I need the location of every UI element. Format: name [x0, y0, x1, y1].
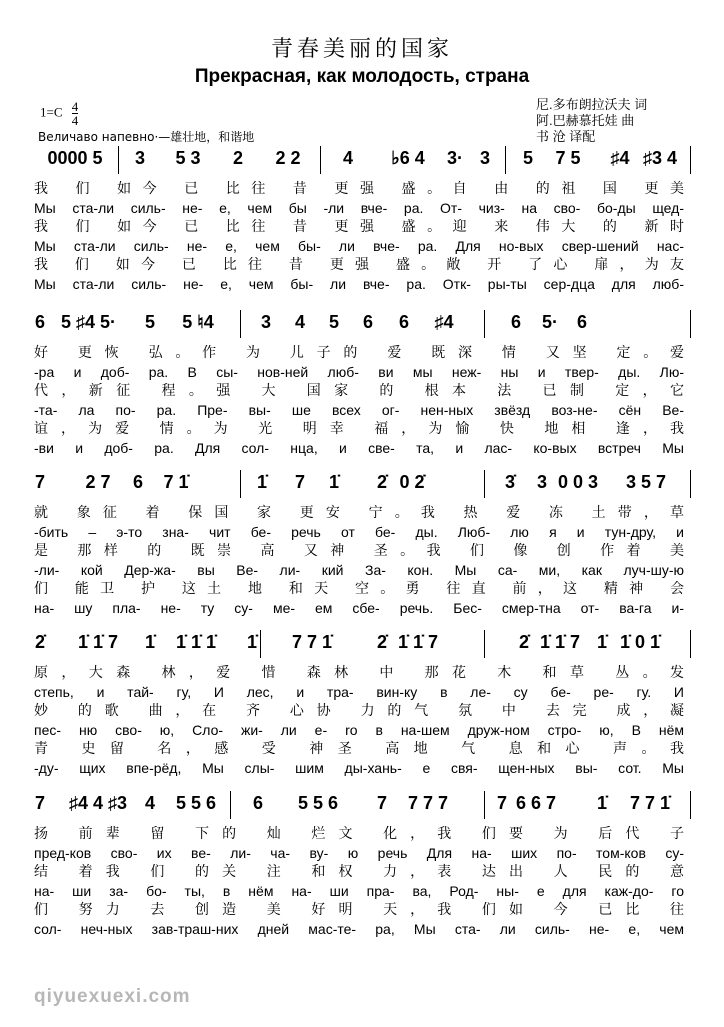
note-group: 4 — [294, 312, 306, 332]
bar-line — [484, 630, 485, 658]
time-signature-top: 4 — [71, 99, 79, 114]
note-group: 6 — [398, 312, 410, 332]
time-signature — [72, 100, 79, 127]
note-group: 1̇ — [596, 793, 608, 813]
lyric-line-russian: Мы ста-ли силь- не- е, чем бы -ли вче- ра. От- чиз- на сво- бо-ды щед- — [34, 200, 684, 216]
note-group: 6 — [510, 312, 522, 332]
note-group: 2̇ — [34, 632, 46, 652]
lyric-line-russian: на- шу пла- не- ту су- ме- ем сбе- речь. Бес- смер-тна от- ва-га и- — [34, 600, 684, 616]
song-title-chinese: 青春美丽的国家 — [270, 37, 453, 62]
notes-line — [0, 312, 724, 340]
lyric-line-russian: -та- ла по- ра. Пре- вы- ше всех ог- нен-ных звёзд воз-не- сён Ве- — [34, 402, 684, 418]
note-group: 7 — [34, 793, 46, 813]
note-group: 6 — [362, 312, 374, 332]
lyric-line-russian: Мы ста-ли силь- не- е, чем бы- ли вче- ра. Отк- ры-ты сер-дца для люб- — [34, 276, 684, 292]
note-group: 7 7 1̇ — [629, 793, 671, 813]
note-group: 0 2̇ — [399, 472, 425, 492]
lyric-line-chinese: 就 象征 着 保国 家 更安 宁。我 热 爱 冻 土带，草 — [34, 505, 684, 521]
lyric-line-chinese: 我 们 如今 已 比往 昔 更强 盛。自 由 的祖 国 更美 — [34, 181, 684, 197]
lyric-line-chinese: 们 能卫 护 这土 地 和天 空。勇 往直 前，这 精神 会 — [34, 581, 684, 597]
lyric-line-chinese: 原，大森 林，爱 惜 森林 中 那花 木 和草 丛。发 — [34, 665, 684, 681]
bar-line — [240, 470, 241, 498]
note-group: 1̇ 1̇ 7 — [397, 632, 439, 652]
bar-line — [118, 146, 119, 174]
note-group: 2 — [232, 148, 244, 168]
lyric-line-chinese: 结 着我 们 的关 注 和权 力，表 达出 人 民的 意 — [34, 864, 684, 880]
note-group: 6 — [252, 793, 264, 813]
bar-line — [505, 146, 506, 174]
note-group: 6 6 7 — [515, 793, 557, 813]
lyric-line-russian: на- ши за- бо- ты, в нём на- ши пра- ва, Род- ны- е для каж-до- го — [34, 883, 684, 899]
bar-line — [690, 470, 691, 498]
lyric-line-russian: степь, и тай- гу, И лес, и тра- вин-ку в ле- су бе- ре- гу. И — [34, 684, 684, 700]
note-group: 1̇ — [144, 632, 156, 652]
note-group: 5 — [144, 312, 156, 332]
lyric-line-chinese: 是 那样 的 既崇 高 又神 圣。我 们 像 创 作着 美 — [34, 543, 684, 559]
note-group: 2 7 — [85, 472, 111, 492]
note-group: 5 3 — [175, 148, 201, 168]
bar-line — [484, 791, 485, 819]
lyric-line-chinese: 代，新征 程。强 大 国家 的 根本 法 已制 定，它 — [34, 383, 684, 399]
key-signature — [40, 100, 78, 127]
bar-line — [484, 470, 485, 498]
note-group: 6 — [576, 312, 588, 332]
notes-line — [0, 148, 724, 176]
bar-line — [484, 310, 485, 338]
time-signature-bottom: 4 — [71, 113, 79, 128]
note-group: 2̇ — [518, 632, 530, 652]
site-watermark: qiyuexuexi.com — [34, 986, 191, 1007]
note-group: 5 — [328, 312, 340, 332]
tempo-marking: Величаво напевно·—雄壮地，和谐地 — [38, 130, 255, 144]
lyric-line-chinese: 好 更恢 弘。作 为 儿子的 爱 既深 情 又坚 定。爱 — [34, 345, 684, 361]
lyric-line-chinese: 妙 的歌 曲，在 齐 心协 力的气 氛 中 去完 成，凝 — [34, 703, 684, 719]
note-group: ♯4 — [434, 312, 454, 332]
bar-line — [260, 630, 261, 658]
bar-line — [240, 310, 241, 338]
note-group: 5 — [522, 148, 534, 168]
lyric-line-chinese: 们 努力 去 创造 美 好明 天，我 们如 今 已比 往 — [34, 902, 684, 918]
translator-credit: 书 沧 译配 — [536, 129, 596, 144]
note-group: 0 0 3 — [557, 472, 599, 492]
note-group: 5· — [541, 312, 559, 332]
lyric-line-chinese: 谊，为爱 情。为 光 明幸 福，为愉 快 地相 逢，我 — [34, 421, 684, 437]
lyric-line-russian: -ду- щих впе-рёд, Мы слы- шим ды-хань- е свя- щен-ных вы- сот. Мы — [34, 760, 684, 776]
note-group: 5 ♮4 — [182, 312, 214, 332]
note-group: 3· — [446, 148, 464, 168]
key-label: 1=C — [40, 104, 63, 120]
note-group: 0000 5 — [47, 148, 103, 168]
lyric-line-russian: -ли- кой Дер-жа- вы Ве- ли- кий За- кон. Мы са- ми, как луч-шу-ю — [34, 562, 684, 578]
note-group: 7 7 1̇ — [291, 632, 333, 652]
composer-credit: 阿.巴赫慕托娃 曲 — [536, 113, 635, 128]
note-group: ♯4 4 ♯3 — [68, 793, 128, 813]
note-group: 5· — [99, 312, 117, 332]
note-group: ♯4 — [610, 148, 630, 168]
lyric-line-russian: -ра и доб- ра. В сы- нов-ней люб- ви мы неж- ны и твер- ды. Лю- — [34, 364, 684, 380]
note-group: 1̇ 1̇ 7 — [539, 632, 581, 652]
bar-line — [690, 630, 691, 658]
lyric-line-chinese: 我 们 如今 已 比往 昔 更强 盛。迎 来 伟大 的 新时 — [34, 219, 684, 235]
note-group: 5 5 6 — [297, 793, 339, 813]
note-group: 3 — [260, 312, 272, 332]
song-title-russian: Прекрасная, как молодость, страна — [194, 66, 530, 87]
lyric-line-russian: пред-ков сво- их ве- ли- ча- ву- ю речь Для на- ших по- том-ков су- — [34, 845, 684, 861]
lyric-line-chinese: 青 史留 名，感 受 神圣 高地 气 息和心 声。我 — [34, 741, 684, 757]
lyric-line-russian: -ви и доб- ра. Для сол- нца, и све- та, и лас- ко-вых встреч Мы — [34, 440, 684, 456]
lyric-line-russian: -бить – э-то зна- чит бе- речь от бе- ды. Люб- лю я и тун-дру, и — [34, 524, 684, 540]
note-group: 7 — [34, 472, 46, 492]
note-group: 2̇ — [376, 632, 388, 652]
note-group: 1̇ — [256, 472, 268, 492]
note-group: 3̇ — [504, 472, 516, 492]
note-group: 7 — [496, 793, 508, 813]
note-group: 2 2 — [275, 148, 301, 168]
bar-line — [690, 791, 691, 819]
note-group: ♭6 4 — [391, 148, 425, 168]
note-group: 3 — [479, 148, 491, 168]
note-group: 3 5 7 — [625, 472, 667, 492]
bar-line — [320, 146, 321, 174]
note-group: 7 — [294, 472, 306, 492]
note-group: 3 — [536, 472, 548, 492]
notes-line — [0, 632, 724, 660]
note-group: 1̇ 1̇ 7 — [77, 632, 119, 652]
bar-line — [690, 310, 691, 338]
lyric-line-russian: Мы ста-ли силь- не- е, чем бы- ли вче- ра. Для но-вых свер-шений нас- — [34, 238, 684, 254]
note-group: ♯3 4 — [642, 148, 678, 168]
note-group: 1̇ 0 1̇ — [619, 632, 661, 652]
lyric-line-russian: пес- ню сво- ю, Сло- жи- ли е- ro в на-шем друж-ном стро- ю, В нём — [34, 722, 684, 738]
note-group: 1̇ 1̇ 1̇ — [175, 632, 217, 652]
lyric-line-chinese: 我 们 如今 已 比往 昔 更强 盛。敞 开 了心 扉，为友 — [34, 257, 684, 273]
note-group: 7 — [376, 793, 388, 813]
note-group: 6 — [34, 312, 46, 332]
note-group: 2̇ — [376, 472, 388, 492]
bar-line — [230, 791, 231, 819]
note-group: 5 ♯4 — [60, 312, 96, 332]
note-group: 1̇ — [246, 632, 258, 652]
notes-line — [0, 472, 724, 500]
note-group: 7 7 7 — [407, 793, 449, 813]
note-group: 1̇ — [596, 632, 608, 652]
note-group: 4 — [144, 793, 156, 813]
note-group: 3 — [134, 148, 146, 168]
lyricist-credit: 尼.多布朗拉沃夫 词 — [536, 97, 648, 112]
note-group: 5 5 6 — [175, 793, 217, 813]
lyric-line-russian: сол- неч-ных зав-траш-них дней мас-те- ра, Мы ста- ли силь- не- е, чем — [34, 921, 684, 937]
lyric-line-chinese: 扬 前辈 留 下的 灿 烂文 化，我 们要 为 后代 子 — [34, 826, 684, 842]
bar-line — [690, 146, 691, 174]
notes-line — [0, 793, 724, 821]
note-group: 1̇ — [328, 472, 340, 492]
note-group: 7 1̇ — [163, 472, 189, 492]
note-group: 4 — [342, 148, 354, 168]
note-group: 6 — [132, 472, 144, 492]
note-group: 7 5 — [555, 148, 581, 168]
